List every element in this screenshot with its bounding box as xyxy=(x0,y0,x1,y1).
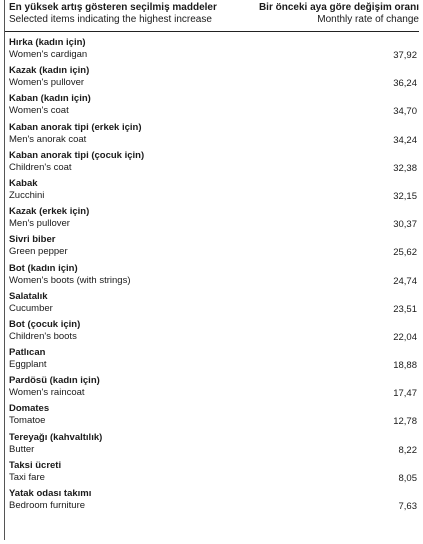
item-name-tr: Yatak odası takımı xyxy=(9,488,92,499)
items-table xyxy=(4,0,419,540)
monthly-change-value: 25,62 xyxy=(393,247,417,259)
monthly-change-value: 8,05 xyxy=(398,472,417,484)
item-name-en: Green pepper xyxy=(9,246,68,258)
monthly-change-value: 37,92 xyxy=(393,50,417,61)
item-name-en: Children's coat xyxy=(9,161,72,173)
item-name-en: Men's pullover xyxy=(9,218,70,230)
item-name-tr: Kazak (erkek için) xyxy=(9,206,90,218)
monthly-change-value: 34,70 xyxy=(393,106,417,118)
item-name-en: Women's cardigan xyxy=(9,49,88,60)
column-header-change-tr: Bir önceki aya göre değişim oranı xyxy=(258,2,419,13)
table-row xyxy=(9,430,419,458)
monthly-change-value: 24,74 xyxy=(393,275,417,287)
monthly-change-value: 36,24 xyxy=(393,78,417,90)
item-name-tr: Hırka (kadın için) xyxy=(9,37,86,48)
monthly-change-value: 18,88 xyxy=(393,360,417,372)
item-name-tr: Tereyağı (kahvaltılık) xyxy=(9,431,103,443)
item-name-tr: Kazak (kadın için) xyxy=(9,65,90,77)
monthly-change-value: 17,47 xyxy=(393,388,417,400)
table-row xyxy=(9,373,419,401)
table-row xyxy=(9,176,419,204)
item-name-en: Zucchini xyxy=(9,189,45,201)
table-row xyxy=(9,35,419,63)
table-row xyxy=(9,232,419,260)
item-name-en: Women's coat xyxy=(9,105,69,117)
table-row xyxy=(9,63,419,91)
monthly-change-value: 23,51 xyxy=(393,303,417,315)
item-name-tr: Bot (kadın için) xyxy=(9,262,78,274)
monthly-change-value: 34,24 xyxy=(393,134,417,146)
table-row xyxy=(9,401,419,429)
item-name-en: Cucumber xyxy=(9,302,53,314)
item-name-tr: Sivri biber xyxy=(9,234,56,246)
item-name-tr: Kaban anorak tipi (erkek için) xyxy=(9,121,142,133)
item-name-tr: Bot (çocuk için) xyxy=(9,318,81,330)
item-name-en: Bedroom furniture xyxy=(9,500,86,511)
items-list xyxy=(9,35,419,514)
item-name-tr: Taksi ücreti xyxy=(9,459,62,471)
item-name-en: Tomatoe xyxy=(9,415,46,427)
item-name-tr: Domates xyxy=(9,403,50,415)
item-name-en: Taxi fare xyxy=(9,471,45,483)
item-name-en: Women's pullover xyxy=(9,77,85,89)
table-row xyxy=(9,204,419,232)
monthly-change-value: 12,78 xyxy=(393,416,417,428)
item-name-en: Women's boots (with strings) xyxy=(9,274,131,286)
item-name-en: Butter xyxy=(9,443,35,455)
table-header xyxy=(5,0,419,32)
item-name-en: Women's raincoat xyxy=(9,387,85,399)
item-name-tr: Kaban anorak tipi (çocuk için) xyxy=(9,149,145,161)
item-name-en: Eggplant xyxy=(9,359,47,371)
column-header-items-tr: En yüksek artış gösteren seçilmiş maddeler xyxy=(9,2,217,13)
monthly-change-value: 7,63 xyxy=(398,501,417,512)
item-name-tr: Kabak xyxy=(9,177,38,189)
item-name-en: Men's anorak coat xyxy=(9,133,87,145)
table-row xyxy=(9,261,419,289)
monthly-change-value: 22,04 xyxy=(393,331,417,343)
table-row xyxy=(9,91,419,119)
table-row xyxy=(9,289,419,317)
table-row xyxy=(9,317,419,345)
item-name-tr: Patlıcan xyxy=(9,347,46,359)
item-name-tr: Kaban (kadın için) xyxy=(9,93,91,105)
table-row xyxy=(9,345,419,373)
table-row xyxy=(9,120,419,148)
monthly-change-value: 8,22 xyxy=(398,444,417,456)
item-name-en: Children's boots xyxy=(9,330,77,342)
column-header-change-en: Monthly rate of change xyxy=(317,14,419,25)
table-row xyxy=(9,458,419,486)
column-header-items-en: Selected items indicating the highest increase xyxy=(9,14,212,25)
table-row xyxy=(9,148,419,176)
table-row xyxy=(9,486,419,514)
monthly-change-value: 32,15 xyxy=(393,190,417,202)
item-name-tr: Salatalık xyxy=(9,290,48,302)
monthly-change-value: 32,38 xyxy=(393,162,417,174)
monthly-change-value: 30,37 xyxy=(393,219,417,231)
item-name-tr: Pardösü (kadın için) xyxy=(9,375,100,387)
